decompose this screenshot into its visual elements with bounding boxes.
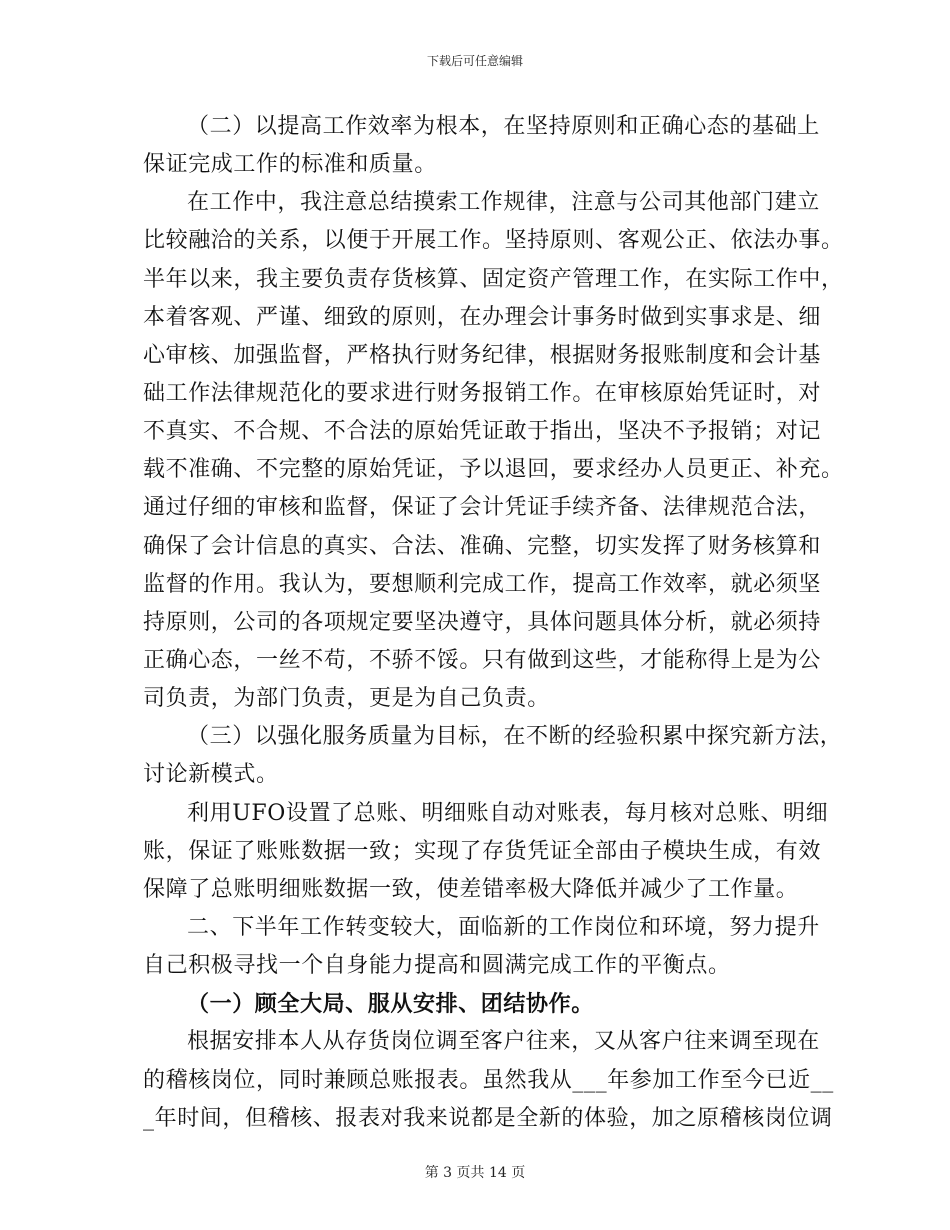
text-line: （三）以强化服务质量为目标，在不断的经验积累中探究新方法， (187, 724, 843, 750)
text-line: 利用UFO设置了总账、明细账自动对账表，每月核对总账、明细 (187, 800, 829, 826)
text-line: 讨论新模式。 (143, 762, 279, 788)
text-line: 础工作法律规范化的要求进行财务报销工作。在审核原始凭证时，对 (143, 380, 822, 406)
text-line: _年时间，但稽核、报表对我来说都是全新的体验，加之原稽核岗位调 (143, 1105, 833, 1131)
text-line: 根据安排本人从存货岗位调至客户往来，又从客户往来调至现在 (187, 1029, 820, 1055)
text-line: 正确心态，一丝不苟，不骄不馁。只有做到这些，才能称得上是为公 (143, 647, 822, 673)
text-line: 二、下半年工作转变较大，面临新的工作岗位和环境，努力提升 (187, 914, 820, 940)
text-line: 载不准确、不完整的原始凭证，予以退回，要求经办人员更正、补充。 (143, 457, 844, 483)
text-line: 保证完成工作的标准和质量。 (143, 152, 437, 178)
text-line: 账，保证了账账数据一致；实现了存货凭证全部由子模块生成，有效 (143, 838, 822, 864)
text-line: （二）以提高工作效率为根本，在坚持原则和正确心态的基础上 (187, 114, 820, 139)
page-header: 下载后可任意编辑 (426, 54, 523, 68)
text-line: 自己积极寻找一个自身能力提高和圆满完成工作的平衡点。 (143, 953, 731, 979)
text-line: 本着客观、严谨、细致的原则，在办理会计事务时做到实事求是、细 (143, 304, 822, 330)
text-line: 比较融洽的关系，以便于开展工作。坚持原则、客观公正、依法办事。 (143, 228, 844, 254)
text-line: 的稽核岗位，同时兼顾总账报表。虽然我从___年参加工作至今已近__ (143, 1067, 834, 1093)
page-footer: 第 3 页共 14 页 (424, 1165, 526, 1181)
text-line: 持原则，公司的各项规定要坚决遵守，具体问题具体分析，就必须持 (143, 609, 822, 635)
text-line: 通过仔细的审核和监督，保证了会计凭证手续齐备、法律规范合法， (143, 495, 822, 521)
document-body (143, 108, 844, 1138)
text-line: 保障了总账明细账数据一致，使差错率极大降低并减少了工作量。 (143, 876, 799, 902)
text-line: 半年以来，我主要负责存货核算、固定资产管理工作，在实际工作中， (143, 266, 844, 292)
text-line: 在工作中，我注意总结摸索工作规律，注意与公司其他部门建立 (187, 190, 820, 216)
text-line: 司负责，为部门负责，更是为自己负责。 (143, 686, 550, 712)
text-line: 心审核、加强监督，严格执行财务纪律，根据财务报账制度和会计基 (143, 342, 822, 368)
text-line: 确保了会计信息的真实、合法、准确、完整，切实发挥了财务核算和 (143, 533, 822, 559)
text-line: 监督的作用。我认为，要想顺利完成工作，提高工作效率，就必须坚 (143, 571, 822, 597)
text-line: 不真实、不合规、不合法的原始凭证敢于指出，坚决不予报销；对记 (143, 419, 822, 445)
text-line: （一）顾全大局、服从安排、团结协作。 (187, 991, 594, 1018)
